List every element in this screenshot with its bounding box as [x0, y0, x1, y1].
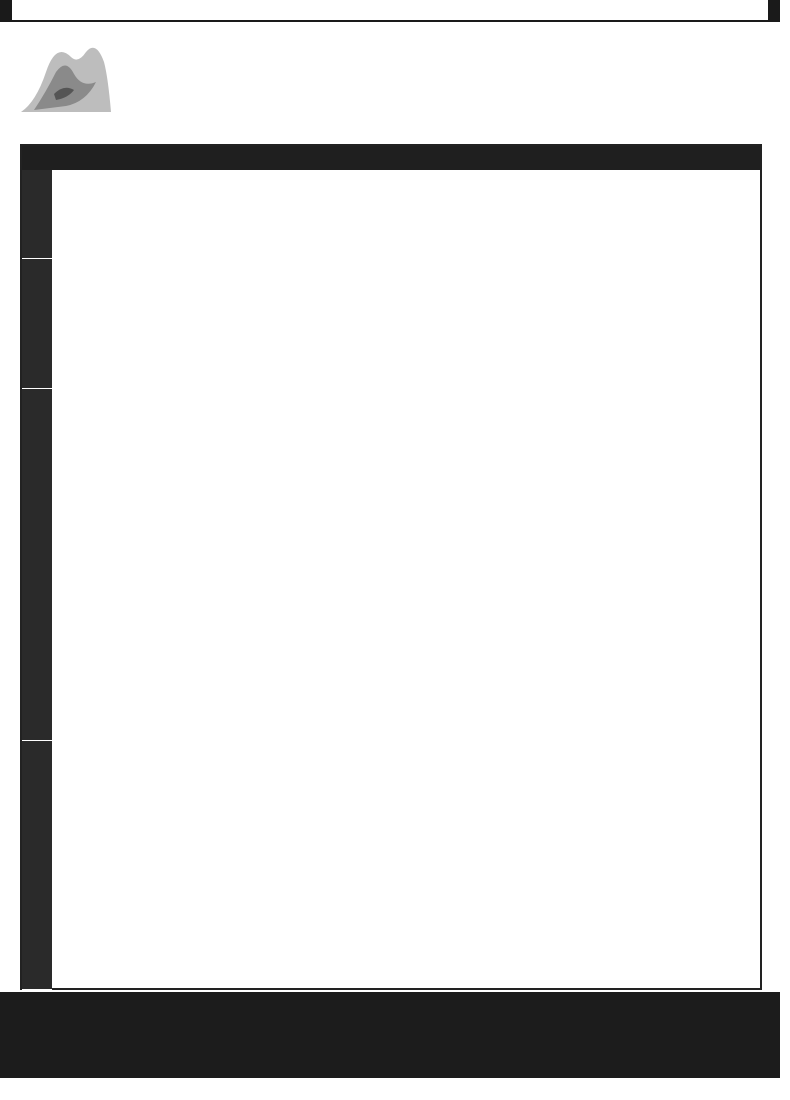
- itinerary-table: [20, 144, 762, 990]
- page-footer: [480, 1082, 490, 1096]
- contact-line-3: [78, 1036, 276, 1054]
- category-premium: [22, 741, 52, 990]
- category-five-star: [22, 170, 52, 259]
- contact-bar: [0, 992, 780, 1078]
- contact-line-4: [78, 1056, 198, 1074]
- table-header: [22, 146, 760, 170]
- ad-tag-right: [768, 0, 780, 22]
- contact-line-1: [78, 996, 276, 1014]
- category-pure-special: [22, 259, 52, 389]
- ad-tag-left: [0, 0, 12, 22]
- sidebar-note: [780, 990, 788, 1086]
- mountain-logo-icon: [16, 32, 116, 132]
- top-divider: [0, 20, 780, 22]
- category-pure-no-add: [22, 389, 52, 741]
- contact-line-2: [78, 1016, 276, 1034]
